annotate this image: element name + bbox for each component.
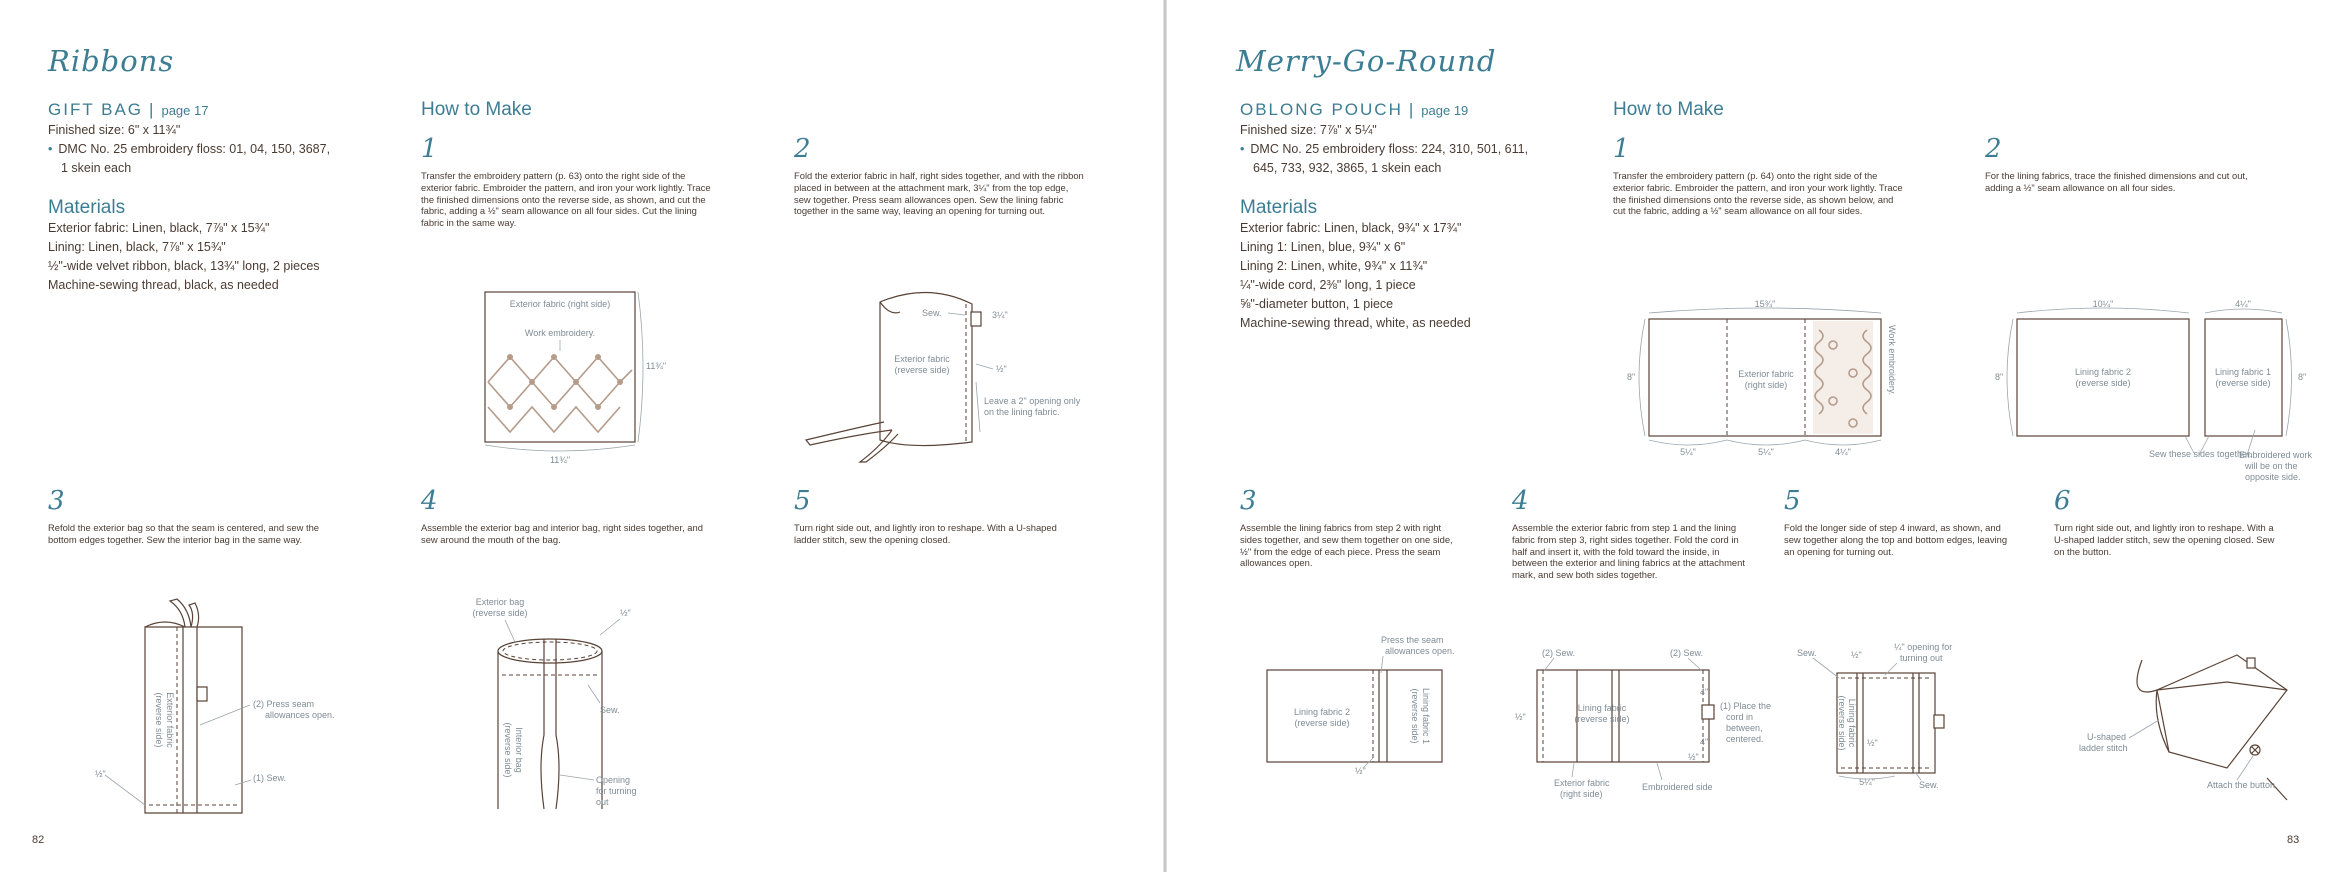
step-text: Transfer the embroidery pattern (p. 63) onto the right side of the exterior fabric. Embroider the pattern, and iron your work lightly. Trace the finished dimensions onto the reverse side, as shown, and cut the fabric, adding a ½" seam allowance on all four sides. Cut the lining fabric in the same way. bbox=[421, 170, 711, 229]
label-dim: ½" bbox=[95, 769, 106, 779]
label-lining-1-reverse: (reverse side) bbox=[1410, 688, 1420, 744]
label-place-cord-4: centered. bbox=[1726, 734, 1764, 744]
label-sew: Sew. bbox=[600, 705, 620, 715]
label-right-side: (right side) bbox=[1744, 380, 1788, 390]
diagram-step1 bbox=[470, 285, 690, 470]
right-page bbox=[1167, 0, 2330, 872]
label-lining-2: Lining fabric 2 bbox=[2074, 367, 2132, 377]
label-exterior-fabric: Exterior fabric bbox=[1738, 369, 1794, 379]
fabric-outline bbox=[485, 292, 635, 442]
step-number: 5 bbox=[1784, 486, 1801, 516]
label-lining-1-reverse: (reverse side) bbox=[2215, 378, 2271, 388]
embroidery-strip bbox=[1813, 321, 1873, 434]
diagram-step2 bbox=[800, 272, 1100, 462]
ribbon-tab bbox=[971, 312, 981, 326]
label-sew: (1) Sew. bbox=[253, 773, 287, 783]
label-dim-seam: ½" bbox=[996, 364, 1007, 374]
step-text: Turn right side out, and lightly iron to reshape. With a U-shaped ladder stitch, sew the opening closed. Sew on the button. bbox=[2054, 522, 2275, 557]
dimension-bottom-2: 5¼" bbox=[1758, 447, 1774, 457]
label-sew-top: Sew. bbox=[1797, 648, 1817, 658]
label-exterior-right: (right side) bbox=[1560, 789, 1603, 799]
label-reverse-side-vertical: (reverse side) bbox=[154, 692, 164, 748]
step-text: Fold the longer side of step 4 inward, as shown, and sew together along the top and bottom edges, leaving an opening for turning out. bbox=[1784, 522, 2008, 557]
left-page bbox=[0, 0, 1163, 872]
label-lining-2-reverse: (reverse side) bbox=[2075, 378, 2131, 388]
label-exterior-fabric: Exterior fabric bbox=[894, 354, 950, 364]
label-place-cord-3: between, bbox=[1726, 723, 1763, 733]
label-reverse-side: (reverse side) bbox=[472, 608, 528, 618]
label-place-cord-2: cord in bbox=[1726, 712, 1754, 722]
how-to-make-heading: How to Make bbox=[1613, 99, 1724, 120]
label-sew-left: (2) Sew. bbox=[1542, 648, 1576, 658]
step-text: Assemble the lining fabrics from step 2 with right sides together, and sew them together on one side, ½" from the edge of each piece. Press the seam allowances open. bbox=[1240, 522, 1453, 569]
label-exterior-fabric: Exterior fabric bbox=[1554, 778, 1610, 788]
dimension-right: 8" bbox=[2298, 372, 2307, 382]
step-number: 1 bbox=[1613, 134, 1630, 164]
material-item: Machine-sewing thread, black, as needed bbox=[48, 278, 279, 292]
dimension-left: 8" bbox=[1627, 372, 1636, 382]
label-press-seam-2: allowances open. bbox=[265, 710, 335, 720]
dimension-bottom-3: 4¼" bbox=[1835, 447, 1851, 457]
finished-size: Finished size: 6" x 11¾" bbox=[48, 123, 181, 137]
diagram-r-step1 bbox=[1627, 295, 1917, 460]
label-dim-r2: 4" bbox=[1700, 737, 1709, 747]
label-place-cord: (1) Place the bbox=[1720, 701, 1772, 711]
step-text: Turn right side out, and lightly iron to reshape. With a U-shaped ladder stitch, sew the opening closed. bbox=[794, 522, 1057, 545]
label-reverse-side: (reverse side) bbox=[894, 365, 950, 375]
cord-loop bbox=[1702, 705, 1714, 719]
dimension-width: 11¾" bbox=[549, 455, 571, 465]
label-sew: Sew. bbox=[922, 308, 942, 318]
label-dim-bottom: ½" bbox=[1688, 752, 1699, 762]
label-embroidered-work-2: will be on the bbox=[2245, 461, 2298, 471]
project-name: GIFT BAG bbox=[48, 100, 144, 119]
label-press-seam: (2) Press seam bbox=[253, 699, 315, 709]
materials-heading: Materials bbox=[1240, 197, 1318, 218]
label-exterior-bag: Exterior bag bbox=[475, 597, 525, 607]
label-lining-1: Lining fabric 1 bbox=[2214, 367, 2272, 377]
label-embroidered-work: Embroidered work bbox=[2239, 450, 2313, 460]
label-opening: Opening bbox=[596, 775, 631, 785]
label-dim: ½" bbox=[620, 608, 631, 618]
step-number: 3 bbox=[48, 486, 65, 516]
label-embroidered-side: Embroidered side bbox=[1642, 782, 1713, 792]
bullet-icon: • bbox=[1240, 142, 1245, 156]
step-number: 2 bbox=[794, 134, 811, 164]
step-number: 3 bbox=[1240, 486, 1257, 516]
label-exterior-fabric-vertical: Exterior fabric bbox=[165, 692, 175, 748]
label-lining-1: Lining fabric 1 bbox=[1421, 687, 1431, 745]
diagram-r-step3 bbox=[1267, 628, 1487, 788]
step-text: Refold the exterior bag so that the seam is centered, and sew the bottom edges together. Sew the interior bag in the same way. bbox=[48, 522, 319, 545]
label-interior-bag: Interior bag bbox=[514, 727, 524, 773]
finished-pouch bbox=[2157, 655, 2287, 768]
label-sew-sides: Sew these sides together. bbox=[2149, 449, 2253, 459]
material-item: ½"-wide velvet ribbon, black, 13¾" long, 2 pieces bbox=[48, 259, 320, 273]
label-press-seam-2: allowances open. bbox=[1385, 646, 1455, 656]
label-opening-2: turning out bbox=[1900, 653, 1943, 663]
diagram-step3 bbox=[85, 605, 345, 825]
project-title: GIFT BAG | page 17 bbox=[48, 100, 209, 119]
step-text: Assemble the exterior fabric from step 1 and the lining fabric from step 3, right sides together. Fold the cord in half and insert it, with the fold toward the inside, in between the exterior and lining fabrics at the attachment mark, and sew both sides together. bbox=[1512, 522, 1745, 581]
step-text: For the lining fabrics, trace the finished dimensions and cut out, adding a ½" seam allowance on all four sides. bbox=[1985, 170, 2248, 193]
step-number: 4 bbox=[421, 486, 438, 516]
bullet-icon: • bbox=[48, 142, 53, 156]
label-ladder-stitch-2: ladder stitch bbox=[2079, 743, 2128, 753]
dimension-top-1: 10¼" bbox=[2092, 299, 2114, 309]
step-text: Fold the exterior fabric in half, right sides together, and with the ribbon placed in between at the attachment mark, 3¼" from the top edge, sew together. Press seam allowances open. Sew the lining fabric together in the same way, leaving an opening for turning out. bbox=[794, 170, 1084, 217]
dimension-top: 15¾" bbox=[1754, 299, 1776, 309]
diagram-r-step6 bbox=[2057, 640, 2287, 810]
project-title: OBLONG POUCH | page 19 bbox=[1240, 100, 1469, 119]
finished-size: Finished size: 7⅞" x 5¼" bbox=[1240, 123, 1377, 137]
label-sew-right: (2) Sew. bbox=[1670, 648, 1704, 658]
step-number: 5 bbox=[794, 486, 811, 516]
label-lining-reverse: (reverse side) bbox=[1574, 714, 1630, 724]
material-item: Exterior fabric: Linen, black, 9¾" x 17¾" bbox=[1240, 221, 1462, 235]
bag-mouth bbox=[498, 639, 602, 663]
material-item: Machine-sewing thread, white, as needed bbox=[1240, 316, 1471, 330]
label-dim: ½" bbox=[1355, 766, 1366, 776]
floss-spec: • DMC No. 25 embroidery floss: 01, 04, 150, 3687, 1 skein each bbox=[48, 142, 331, 175]
material-item: Lining 2: Linen, white, 9¾" x 11¾" bbox=[1240, 259, 1428, 273]
diagram-r-step4 bbox=[1512, 645, 1772, 805]
project-name: OBLONG POUCH bbox=[1240, 100, 1403, 119]
dimension-bottom-1: 5¼" bbox=[1680, 447, 1696, 457]
page-reference: page 17 bbox=[161, 103, 209, 118]
label-interior-reverse: (reverse side) bbox=[503, 722, 513, 778]
diagram-r-step5 bbox=[1797, 640, 2017, 800]
material-item: Lining 1: Linen, blue, 9¾" x 6" bbox=[1240, 240, 1406, 254]
label-dim-2: ½" bbox=[1867, 738, 1878, 748]
material-item: ⅝"-diameter button, 1 piece bbox=[1240, 297, 1394, 311]
label-dim-1: ½" bbox=[1851, 650, 1862, 660]
label-embroidered-work-3: opposite side. bbox=[2245, 472, 2301, 482]
material-item: Lining: Linen, black, 7⅞" x 15¾" bbox=[48, 240, 226, 254]
label-press-seam: Press the seam bbox=[1381, 635, 1444, 645]
label-opening-3: out bbox=[596, 797, 609, 807]
diagram-r-step2 bbox=[1987, 295, 2313, 490]
page-number: 83 bbox=[2287, 834, 2300, 846]
label-dim-top: 3¼" bbox=[992, 310, 1008, 320]
label-dim-r1: 4" bbox=[1700, 687, 1709, 697]
materials-list bbox=[48, 219, 320, 295]
label-exterior-fabric: Exterior fabric (right side) bbox=[509, 299, 611, 309]
label-lining-2-reverse: (reverse side) bbox=[1294, 718, 1350, 728]
step-number: 2 bbox=[1985, 134, 2002, 164]
label-work-embroidery: Work embroidery. bbox=[1887, 325, 1897, 396]
label-work-embroidery: Work embroidery. bbox=[524, 328, 596, 338]
material-item: ¼"-wide cord, 2⅜" long, 1 piece bbox=[1240, 278, 1416, 292]
label-opening-lining: on the lining fabric. bbox=[984, 407, 1060, 417]
page-number: 82 bbox=[32, 834, 45, 846]
label-sew-bottom: Sew. bbox=[1919, 780, 1939, 790]
label-lining: Lining fabric bbox=[1577, 703, 1627, 713]
step-text: Transfer the embroidery pattern (p. 64) onto the right side of the exterior fabric. Embroider the pattern, and iron your work lightly. Trace the finished dimensions onto the reverse side, as shown below, and cut the fabric, adding a ½" seam allowance on all four sides. bbox=[1613, 170, 1903, 217]
diagram-step4 bbox=[460, 595, 700, 825]
floss-spec: • DMC No. 25 embroidery floss: 224, 310, 501, 611, 645, 733, 932, 3865, 1 skein each bbox=[1240, 142, 1529, 175]
step-number: 1 bbox=[421, 134, 438, 164]
step-number: 6 bbox=[2054, 486, 2071, 516]
step-number: 4 bbox=[1512, 486, 1529, 516]
label-opening: Leave a 2" opening only bbox=[984, 396, 1081, 406]
label-lining-2: Lining fabric 2 bbox=[1293, 707, 1351, 717]
section-script-title: Merry-Go-Round bbox=[1236, 44, 1497, 78]
section-script-title: Ribbons bbox=[48, 44, 175, 78]
label-lining: Lining fabric bbox=[1847, 698, 1857, 748]
page-reference: page 19 bbox=[1421, 103, 1469, 118]
materials-heading: Materials bbox=[48, 197, 126, 218]
dimension-height: 11¾" bbox=[646, 361, 667, 371]
how-to-make-heading: How to Make bbox=[421, 99, 532, 120]
step-text: Assemble the exterior bag and interior bag, right sides together, and sew around the mouth of the bag. bbox=[421, 522, 703, 545]
label-opening-2: for turning bbox=[596, 786, 637, 796]
label-dim-left: ½" bbox=[1515, 712, 1526, 722]
label-attach-button: Attach the button. bbox=[2207, 780, 2278, 790]
embroidery-pattern bbox=[488, 354, 632, 432]
label-dim-bottom: 5¼" bbox=[1859, 777, 1875, 787]
materials-list bbox=[1240, 219, 1471, 333]
dimension-left: 8" bbox=[1995, 372, 2004, 382]
label-opening: ¼" opening for bbox=[1894, 642, 1953, 652]
label-lining-reverse: (reverse side) bbox=[1837, 695, 1847, 751]
dimension-top-2: 4¼" bbox=[2235, 299, 2251, 309]
material-item: Exterior fabric: Linen, black, 7⅞" x 15¾" bbox=[48, 221, 270, 235]
label-ladder-stitch: U-shaped bbox=[2087, 732, 2127, 742]
